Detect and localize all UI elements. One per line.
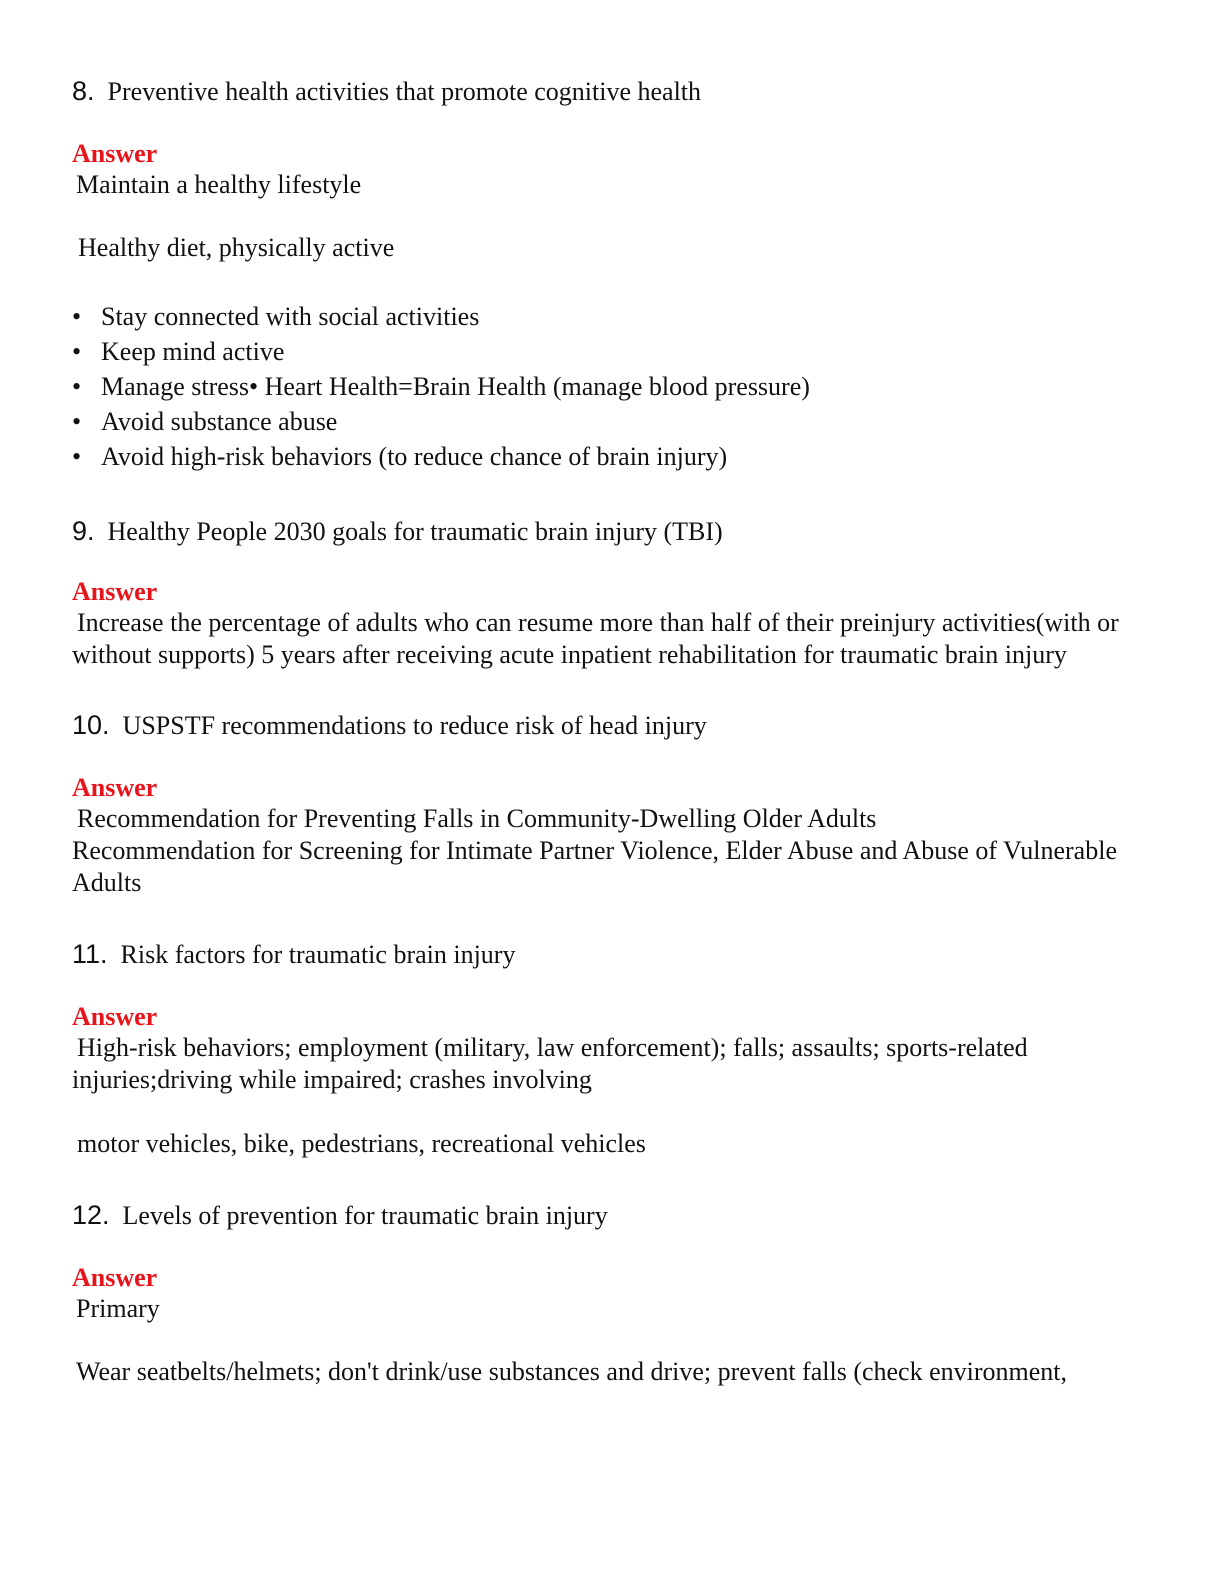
question-11-heading: [72, 937, 1152, 972]
question-10-heading: [72, 708, 1152, 743]
question-12-block: [72, 1198, 1152, 1388]
list-item: • Manage stress• Heart Health=Brain Health (manage blood pressure): [72, 369, 1152, 404]
list-item: • Avoid substance abuse: [72, 404, 1152, 439]
question-8-block: [72, 74, 1152, 474]
question-11-block: [72, 937, 1152, 1160]
question-text: USPSTF recommendations to reduce risk of head injury: [122, 711, 707, 740]
question-text: Preventive health activities that promote cognitive health: [107, 77, 702, 106]
answer-label: Answer: [72, 1002, 158, 1031]
answer-text: motor vehicles, bike, pedestrians, recreational vehicles: [77, 1129, 646, 1158]
bullet-glyph: •: [72, 337, 82, 366]
answer-label: Answer: [72, 1263, 158, 1292]
answer-label: Answer: [72, 577, 158, 606]
question-number: 9.: [72, 516, 95, 546]
answer-text: Primary: [76, 1294, 160, 1323]
bullet-list: [72, 299, 1152, 474]
question-number: 11.: [72, 939, 108, 969]
list-item: • Stay connected with social activities: [72, 299, 1152, 334]
question-number: 10.: [72, 710, 110, 740]
answer-text: Healthy diet, physically active: [78, 233, 395, 262]
bullet-glyph: •: [72, 407, 82, 436]
question-text: Risk factors for traumatic brain injury: [120, 940, 516, 969]
answer-label: Answer: [72, 139, 158, 168]
bullet-glyph: •: [72, 442, 82, 471]
document-page: [72, 74, 1152, 1388]
question-9-block: [72, 514, 1152, 671]
answer-text: Wear seatbelts/helmets; don't drink/use substances and drive; prevent falls (check environment,: [76, 1357, 1068, 1386]
answer-text: High-risk behaviors; employment (military, law enforcement); falls; assaults; sports-related injuries;driving while impaired; crashes involving: [72, 1033, 1028, 1094]
question-9-heading: [72, 514, 1152, 549]
question-12-heading: [72, 1198, 1152, 1233]
question-text: Levels of prevention for traumatic brain injury: [122, 1201, 608, 1230]
question-10-block: [72, 708, 1152, 899]
bullet-glyph: •: [72, 372, 82, 401]
question-number: 12.: [72, 1200, 110, 1230]
answer-text: Increase the percentage of adults who can resume more than half of their preinjury activities(with or without supports) 5 years after receiving acute inpatient rehabilitation for traumatic brain injury: [72, 608, 1119, 669]
list-item: • Keep mind active: [72, 334, 1152, 369]
answer-text: Recommendation for Screening for Intimate Partner Violence, Elder Abuse and Abuse of Vulnerable Adults: [72, 836, 1117, 897]
answer-text: Recommendation for Preventing Falls in Community-Dwelling Older Adults: [77, 804, 877, 833]
question-text: Healthy People 2030 goals for traumatic brain injury (TBI): [107, 517, 723, 546]
question-8-heading: [72, 74, 1152, 109]
bullet-glyph: •: [72, 302, 82, 331]
question-number: 8.: [72, 76, 95, 106]
answer-label: Answer: [72, 773, 158, 802]
list-item: • Avoid high-risk behaviors (to reduce chance of brain injury): [72, 439, 1152, 474]
answer-text: Maintain a healthy lifestyle: [76, 170, 362, 199]
